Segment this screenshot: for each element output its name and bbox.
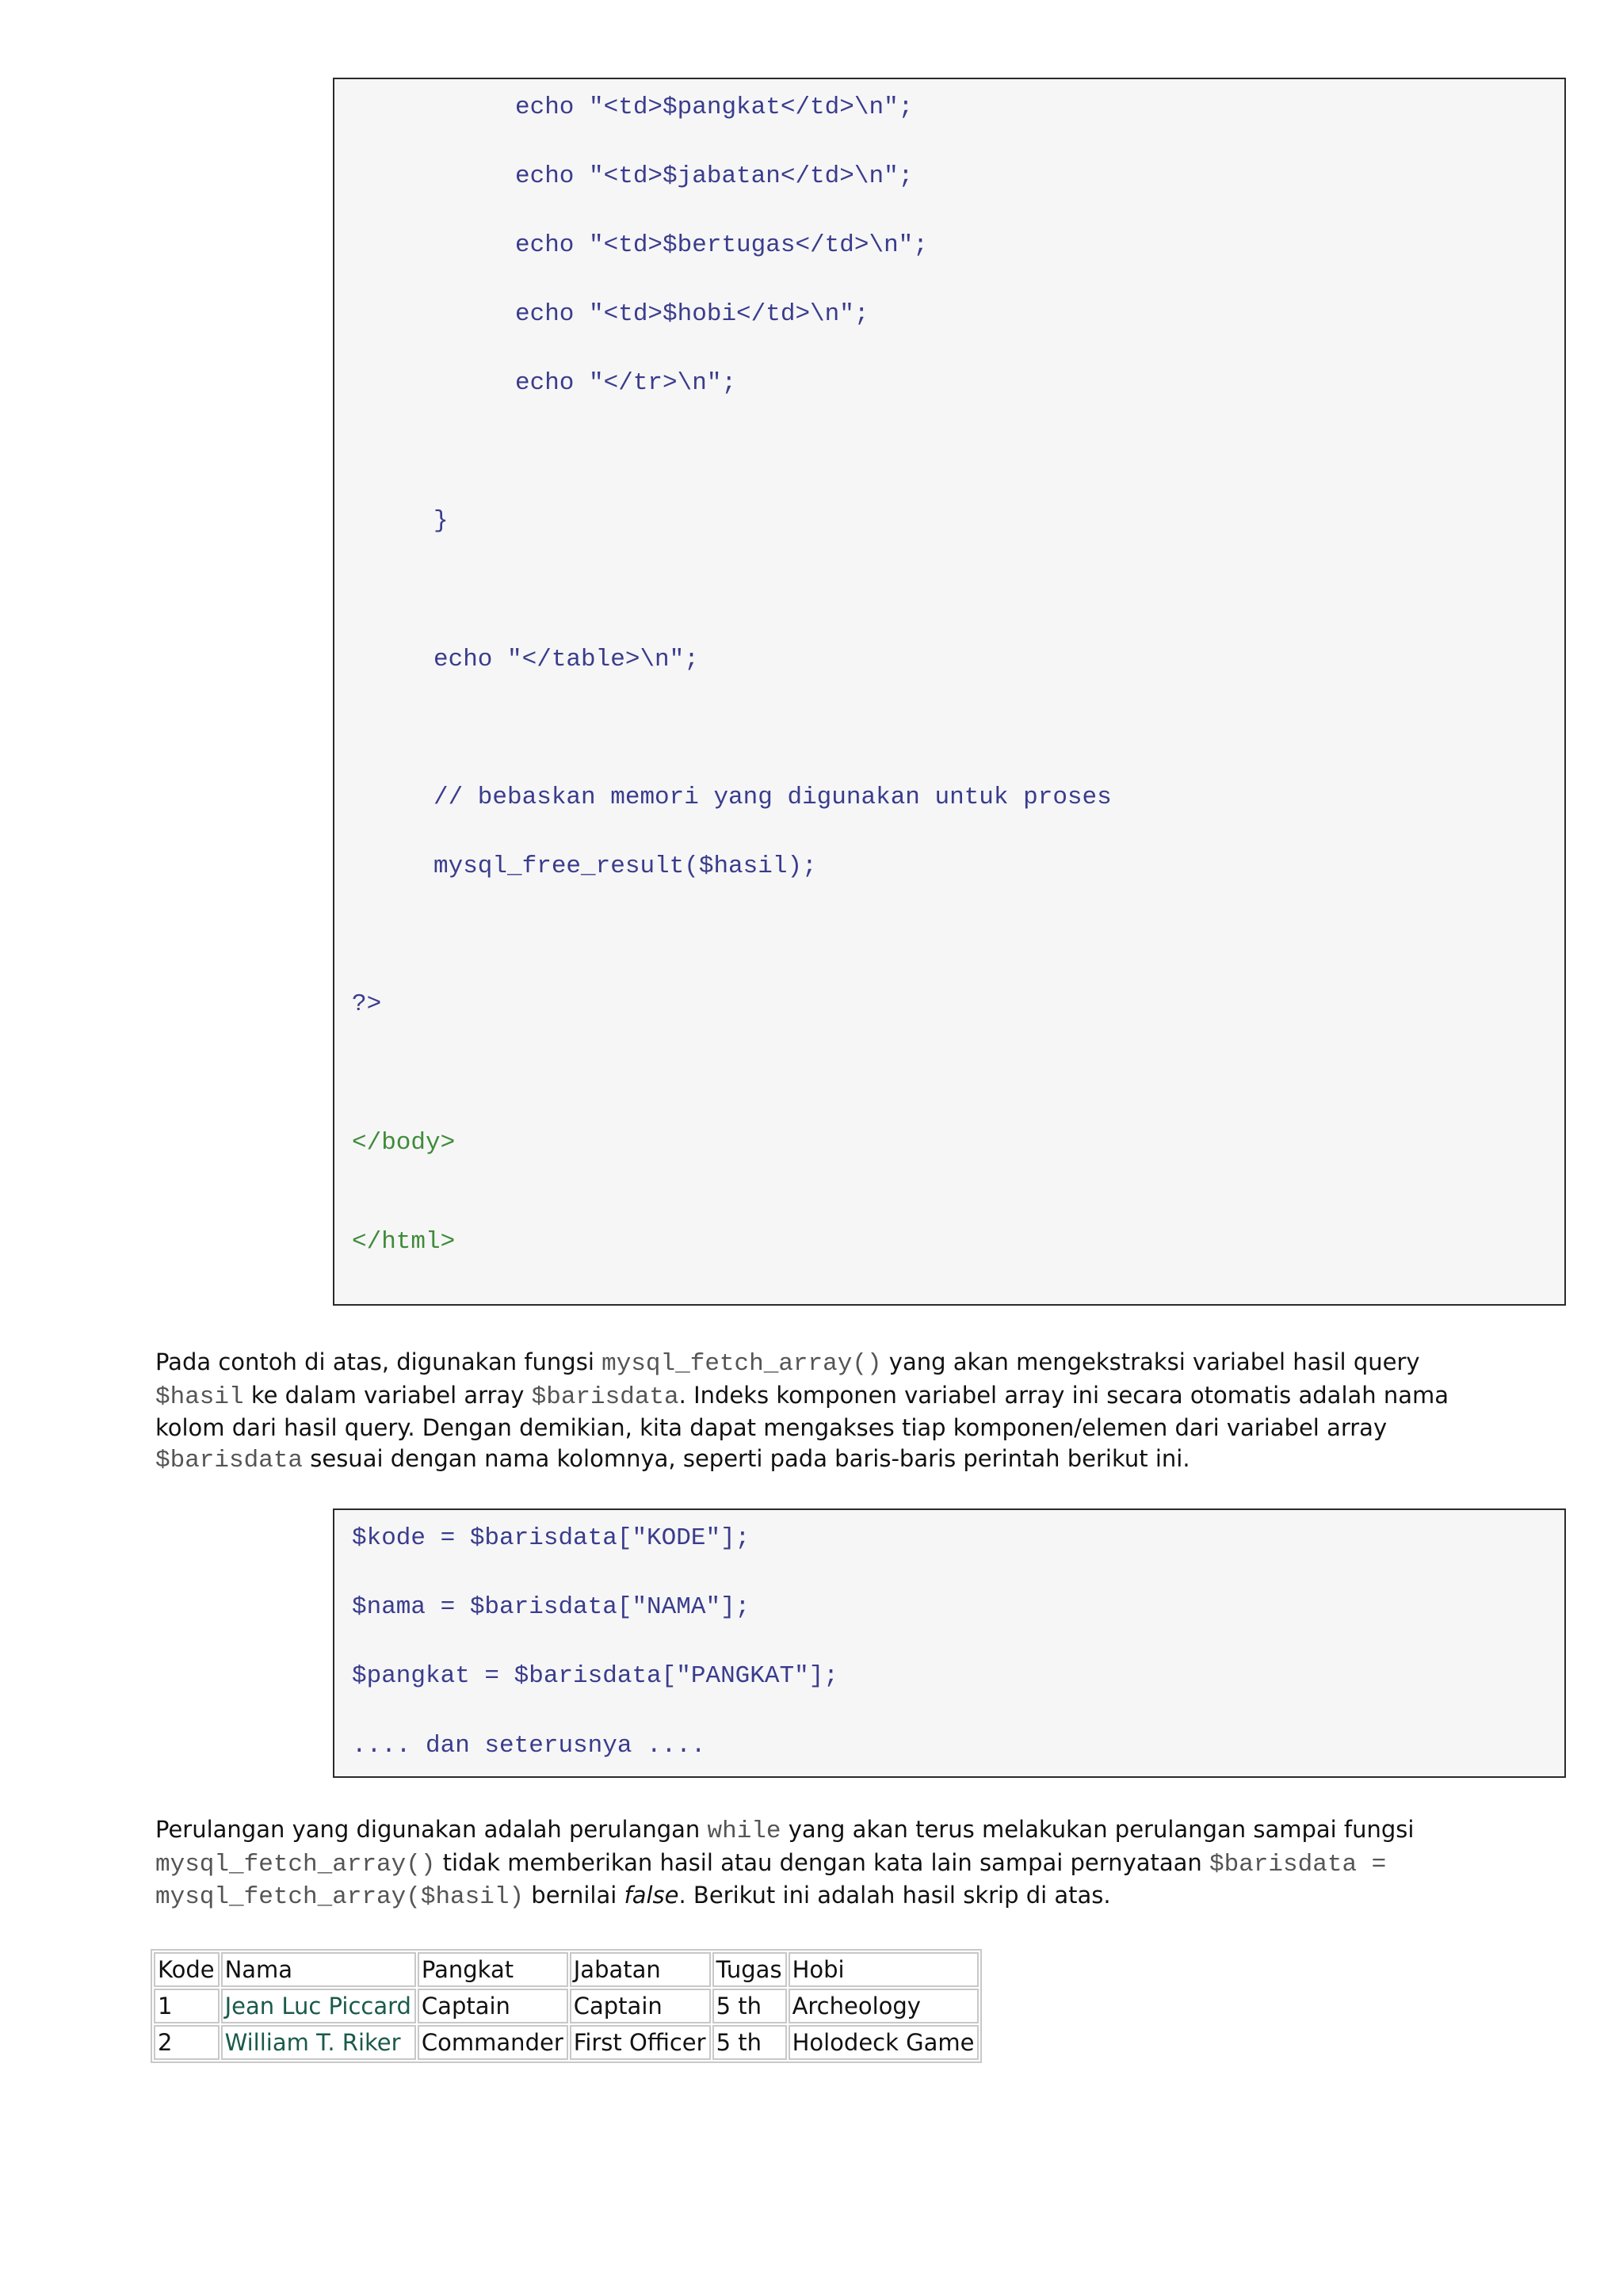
code-tag-line: </body> [352, 1129, 456, 1157]
code-line: echo "<td>$pangkat</td>\n"; [515, 93, 914, 121]
para-text: ke dalam variabel array [243, 1381, 532, 1409]
table-header-row [154, 1952, 979, 1987]
inline-code: while [707, 1817, 781, 1845]
para-text: Pada contoh di atas, digunakan fungsi [155, 1348, 602, 1375]
code-line: $pangkat = $barisdata["PANGKAT"]; [352, 1662, 838, 1690]
code-tag-line: </html> [352, 1228, 456, 1256]
code-line: echo "<td>$hobi</td>\n"; [515, 300, 869, 328]
code-line: ?> [352, 990, 382, 1018]
code-line: .... dan seterusnya .... [352, 1732, 706, 1760]
cell-kode: 1 [154, 1989, 220, 2023]
para-text: sesuai dengan nama kolomnya, seperti pada baris-baris perintah berikut ini. [303, 1444, 1190, 1472]
cell-nama: Jean Luc Piccard [221, 1989, 416, 2023]
para-text: yang akan terus melakukan perulangan sampai fungsi [781, 1816, 1415, 1843]
code-line: echo "</tr>\n"; [515, 369, 737, 397]
para-text: kolom dari hasil query. Dengan demikian, kita dapat mengakses tiap komponen/elemen dari variabel array [155, 1414, 1388, 1441]
explanation-paragraph-2 [155, 1814, 1518, 1913]
cell-nama: William T. Riker [221, 2025, 416, 2060]
column-header-jabatan: Jabatan [570, 1952, 711, 1987]
para-text: tidak memberikan hasil atau dengan kata lain sampai pernyataan [435, 1848, 1210, 1876]
cell-hobi: Archeology [789, 1989, 980, 2023]
column-header-pangkat: Pangkat [418, 1952, 568, 1987]
inline-code: $barisdata = [1209, 1850, 1387, 1878]
code-line: $nama = $barisdata["NAMA"]; [352, 1593, 750, 1621]
cell-pangkat: Captain [418, 1989, 568, 2023]
cell-jabatan: First Officer [570, 2025, 711, 2060]
para-text: . Berikut ini adalah hasil skrip di atas. [678, 1882, 1111, 1909]
code-line: echo "</table>\n"; [433, 646, 699, 673]
emphasis-false: false [624, 1882, 679, 1909]
table-row [154, 2025, 979, 2060]
para-text: Perulangan yang digunakan adalah perulangan [155, 1816, 708, 1843]
cell-hobi: Holodeck Game [789, 2025, 980, 2060]
cell-jabatan: Captain [570, 1989, 711, 2023]
inline-code: $barisdata [155, 1446, 304, 1474]
table-row [154, 1989, 979, 2023]
inline-code: $barisdata [531, 1383, 679, 1411]
code-line: $kode = $barisdata["KODE"]; [352, 1524, 750, 1552]
column-header-kode: Kode [154, 1952, 220, 1987]
result-table [151, 1949, 982, 2063]
cell-pangkat: Commander [418, 2025, 568, 2060]
code-comment: // bebaskan memori yang digunakan untuk proses [433, 784, 1112, 811]
explanation-paragraph-1 [155, 1347, 1518, 1476]
code-line: mysql_free_result($hasil); [433, 852, 817, 880]
inline-code: mysql_fetch_array() [601, 1350, 882, 1378]
cell-tugas: 5 th [712, 2025, 787, 2060]
para-text: bernilai [524, 1882, 624, 1909]
code-block-php-loop [333, 78, 1566, 1306]
column-header-nama: Nama [221, 1952, 416, 1987]
code-line: echo "<td>$jabatan</td>\n"; [515, 162, 914, 190]
inline-code: mysql_fetch_array($hasil) [155, 1883, 525, 1911]
cell-tugas: 5 th [712, 1989, 787, 2023]
inline-code: $hasil [155, 1383, 244, 1411]
code-block-array-access [333, 1508, 1566, 1778]
cell-kode: 2 [154, 2025, 220, 2060]
column-header-tugas: Tugas [712, 1952, 787, 1987]
code-line: } [433, 507, 449, 535]
para-text: yang akan mengekstraksi variabel hasil query [881, 1348, 1420, 1375]
code-line: echo "<td>$bertugas</td>\n"; [515, 231, 928, 259]
para-text: . Indeks komponen variabel array ini secara otomatis adalah nama [678, 1381, 1449, 1409]
column-header-hobi: Hobi [789, 1952, 980, 1987]
inline-code: mysql_fetch_array() [155, 1850, 436, 1878]
